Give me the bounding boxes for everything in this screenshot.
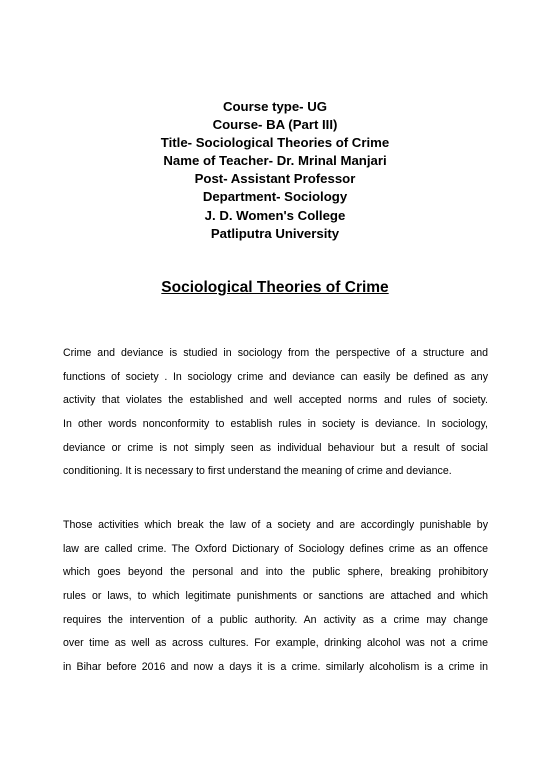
paragraph-line: deviance or crime is not simply seen as individual behaviour but a result of social — [63, 441, 488, 454]
paragraph-line: in Bihar before 2016 and now a days it is a crime. similarly alcoholism is a crime in — [63, 661, 488, 674]
post-line: Post- Assistant Professor — [194, 171, 356, 187]
paragraph-line: law are called crime. The Oxford Dictionary of Sociology defines crime as an offence — [63, 542, 488, 555]
paragraph-line: rules or laws, to which legitimate punishments or sanctions are attached and which — [63, 590, 488, 603]
paragraph-line: Crime and deviance is studied in sociology from the perspective of a structure and — [63, 347, 488, 359]
department-line: Department- Sociology — [202, 189, 348, 205]
title-line: Title- Sociological Theories of Crime — [160, 135, 390, 151]
document-title: Sociological Theories of Crime — [161, 279, 389, 296]
paragraph-line: functions of society . In sociology crime and deviance can easily be defined as any — [63, 370, 488, 383]
paragraph-line: In other words nonconformity to establish rules in society is deviance. In sociology, — [63, 418, 488, 431]
course-line: Course- BA (Part III) — [212, 117, 338, 133]
paragraph-line: which goes beyond the personal and into the public sphere, breaking prohibitory — [63, 566, 488, 579]
paragraph-line: over time as well as across cultures. For example, drinking alcohol was not a crime — [63, 637, 488, 650]
paragraph-line: Those activities which break the law of a society and are accordingly punishable by — [63, 519, 488, 531]
college-line: J. D. Women's College — [204, 207, 346, 223]
paragraph-line: requires the intervention of a public authority. An activity as a crime may change — [63, 613, 488, 626]
university-line: Patliputra University — [210, 225, 340, 241]
paragraph-line: activity that violates the established and well accepted norms and rules of society. — [63, 394, 488, 407]
teacher-line: Name of Teacher- Dr. Mrinal Manjari — [163, 153, 387, 169]
course-type-line: Course type- UG — [222, 99, 328, 114]
course-info-header — [0, 98, 550, 243]
paragraph-crime-deviance — [63, 342, 488, 484]
paragraph-line: conditioning. It is necessary to first understand the meaning of crime and deviance. — [63, 465, 452, 478]
paragraph-crime-definition — [63, 514, 488, 680]
